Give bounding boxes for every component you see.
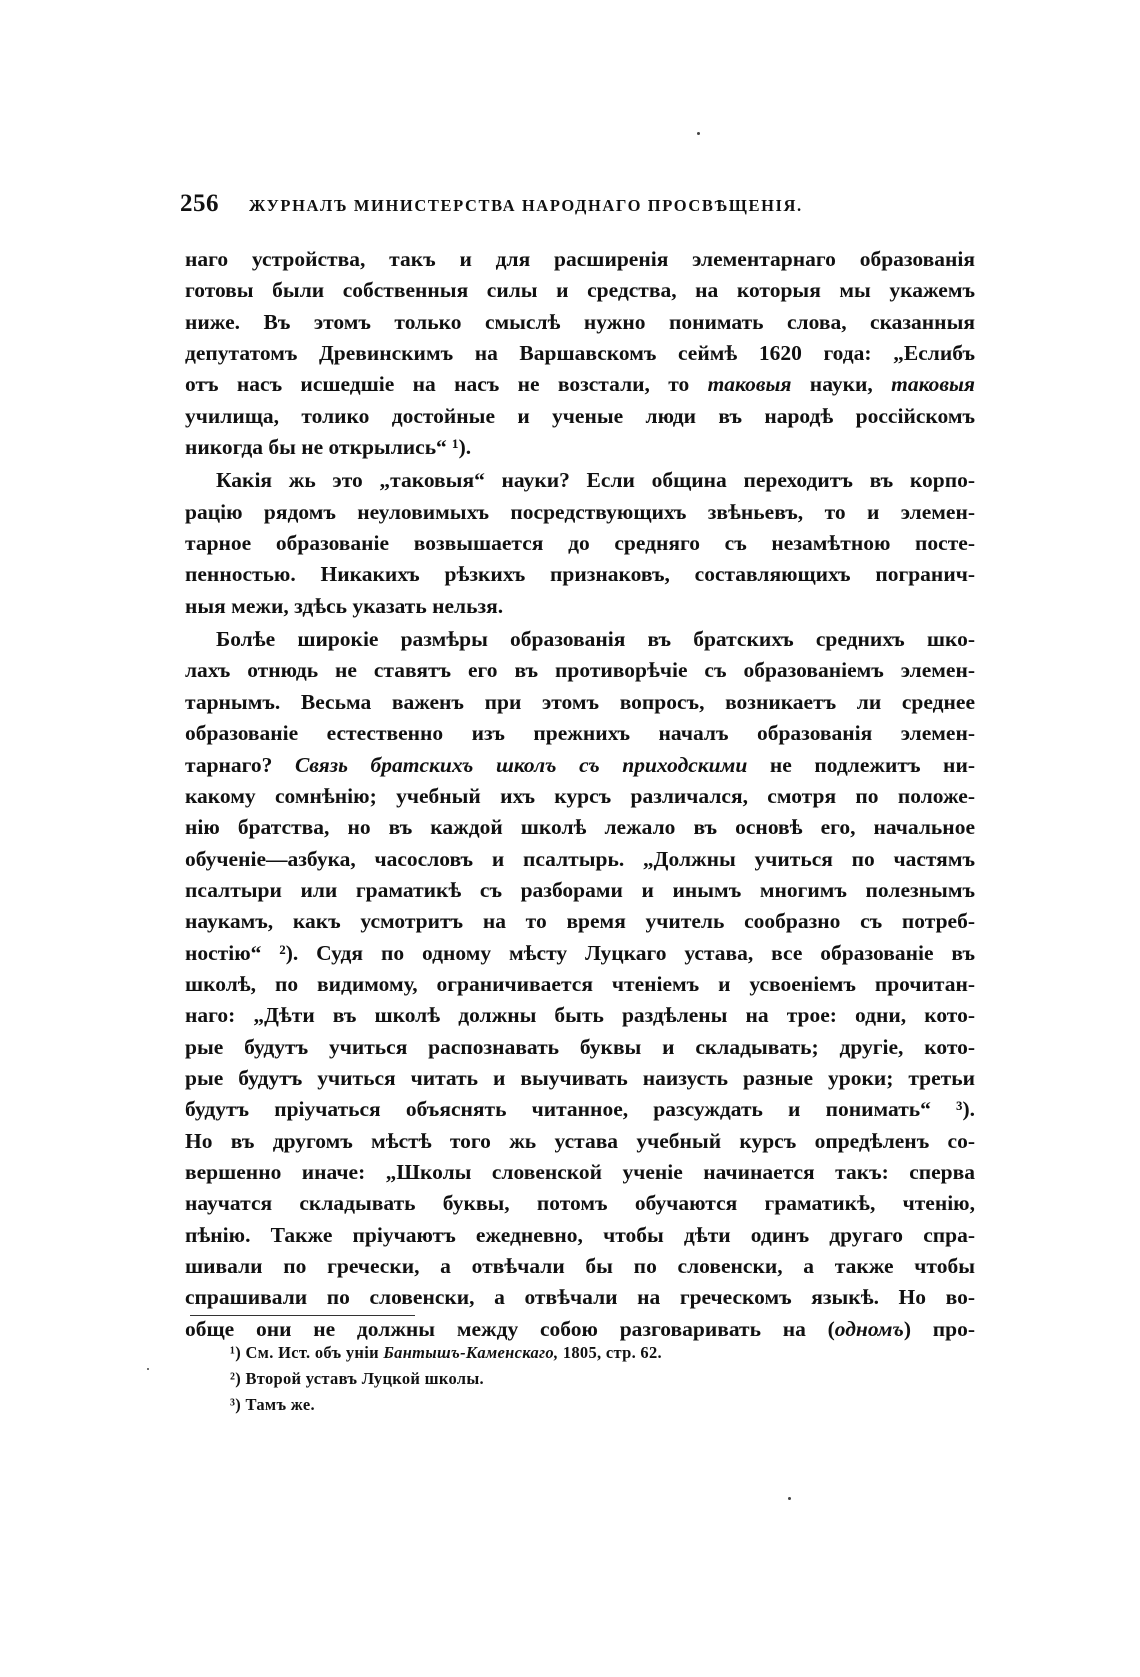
- italic-text: Бантышъ-Каменскаго,: [383, 1343, 559, 1362]
- italic-text: одномъ: [834, 1316, 904, 1341]
- text-line: тарнымъ. Весьма важенъ при этомъ вопросъ, возникаетъ ли среднее: [185, 689, 975, 714]
- text-line: лахъ отнюдь не ставятъ его въ противорѣчіе съ образованіемъ элемен-: [185, 658, 975, 683]
- text-line: наго: „Дѣти въ школѣ должны быть раздѣлены на трое: одни, кото-: [185, 1003, 975, 1028]
- text-line: пенностью. Никакихъ рѣзкихъ признаковъ, составляющихъ погранич-: [185, 562, 975, 587]
- text-line: шивали по гречески, а отвѣчали бы по словенски, а также чтобы: [185, 1254, 975, 1278]
- text-line: депутатомъ Древинскимъ на Варшавскомъ сеймѣ 1620 года: „Еслибъ: [185, 341, 975, 366]
- text-line: школѣ, по видимому, ограничивается чтеніемъ и усвоеніемъ прочитан-: [185, 971, 975, 996]
- text-line: никогда бы не открылись“ ¹).: [185, 435, 472, 460]
- text-line: рые будутъ учиться читать и выучивать наизусть разные уроки; третьи: [185, 1065, 975, 1090]
- print-speck: [697, 132, 700, 135]
- footnotes: [230, 1340, 830, 1418]
- page-header: [180, 190, 970, 220]
- text-line: псалтыри или граматикѣ съ разборами и инымъ многимъ полезнымъ: [185, 877, 975, 902]
- text-line: рые будутъ учиться распознавать буквы и складывать; другіе, кото-: [185, 1034, 975, 1059]
- text-line: нію братства, но въ каждой школѣ лежало въ основѣ его, начальное: [185, 815, 975, 840]
- text-line: пѣнію. Также пріучаютъ ежедневно, чтобы дѣти одинъ другаго спра-: [185, 1222, 975, 1247]
- italic-text: таковыя: [891, 372, 975, 397]
- paragraph-first-line: Болѣе широкіе размѣры образованія въ братскихъ среднихъ шко-: [216, 627, 975, 652]
- text-line: обученіе—азбука, часословъ и псалтырь. „Должны учиться по частямъ: [185, 846, 975, 871]
- text-line: отъ насъ исшедшіе на насъ не возстали, то таковыя науки, таковыя: [185, 372, 975, 397]
- text-line: Но въ другомъ мѣстѣ того жь устава учебный курсъ опредѣленъ со-: [185, 1128, 975, 1153]
- text-line: наго устройства, такъ и для расширенія элементарнаго образованія: [185, 247, 975, 271]
- paragraph-first-line: Какія жь это „таковыя“ науки? Если община переходитъ въ корпо-: [216, 468, 975, 493]
- text-line: научатся складывать буквы, потомъ обучаются граматикѣ, чтенію,: [185, 1191, 975, 1216]
- footnote-3: ³) Тамъ же.: [230, 1395, 315, 1414]
- italic-text: Связь братскихъ школъ съ приходскими: [294, 752, 748, 777]
- print-speck: [788, 1497, 791, 1500]
- print-speck: [147, 1368, 149, 1370]
- text-line: тарнаго? Связь братскихъ школъ съ приходскими не подлежитъ ни-: [185, 752, 975, 777]
- text-line: ныя межи, здѣсь указать нельзя.: [185, 593, 504, 618]
- text-line: училища, толико достойные и ученые люди въ народѣ россійскомъ: [185, 403, 975, 428]
- footnote-1: ¹) См. Ист. объ уніи Бантышъ-Каменскаго, 1805, стр. 62.: [230, 1343, 662, 1362]
- text-line: ностію“ ²). Судя по одному мѣсту Луцкаго устава, все образованіе въ: [185, 940, 975, 965]
- text-line: спрашивали по словенски, а отвѣчали на греческомъ языкѣ. Но во-: [185, 1285, 975, 1310]
- text-line: наукамъ, какъ усмотритъ на то время учитель сообразно съ потреб-: [185, 909, 975, 934]
- body-text: [185, 244, 975, 1345]
- italic-text: таковыя: [707, 372, 792, 397]
- text-line: вершенно иначе: „Школы словенской ученіе начинается такъ: сперва: [185, 1159, 975, 1184]
- running-head: ЖУРНАЛЪ МИНИСТЕРСТВА НАРОДНАГО ПРОСВѢЩЕНІЯ.: [249, 196, 803, 215]
- text-line: какому сомнѣнію; учебный ихъ курсъ различался, смотря по положе-: [185, 783, 975, 808]
- page-number: 256: [180, 190, 219, 217]
- text-line: будутъ пріучаться объяснять читанное, разсуждать и понимать“ ³).: [185, 1097, 975, 1122]
- text-line: рацію рядомъ неуловимыхъ посредствующихъ звѣньевъ, то и элемен-: [185, 499, 975, 524]
- text-line: обще они не должны между собою разговаривать на (одномъ) про-: [185, 1316, 976, 1341]
- text-line: образованіе естественно изъ прежнихъ началъ образованія элемен-: [185, 721, 975, 746]
- text-line: ниже. Въ этомъ только смыслѣ нужно понимать слова, сказанныя: [185, 309, 975, 334]
- text-line: готовы были собственныя силы и средства, на которыя мы укажемъ: [185, 278, 975, 303]
- footnote-separator: [190, 1315, 415, 1316]
- text-line: тарное образованіе возвышается до средняго съ незамѣтною посте-: [185, 531, 975, 556]
- footnote-2: ²) Второй уставъ Луцкой школы.: [230, 1369, 484, 1388]
